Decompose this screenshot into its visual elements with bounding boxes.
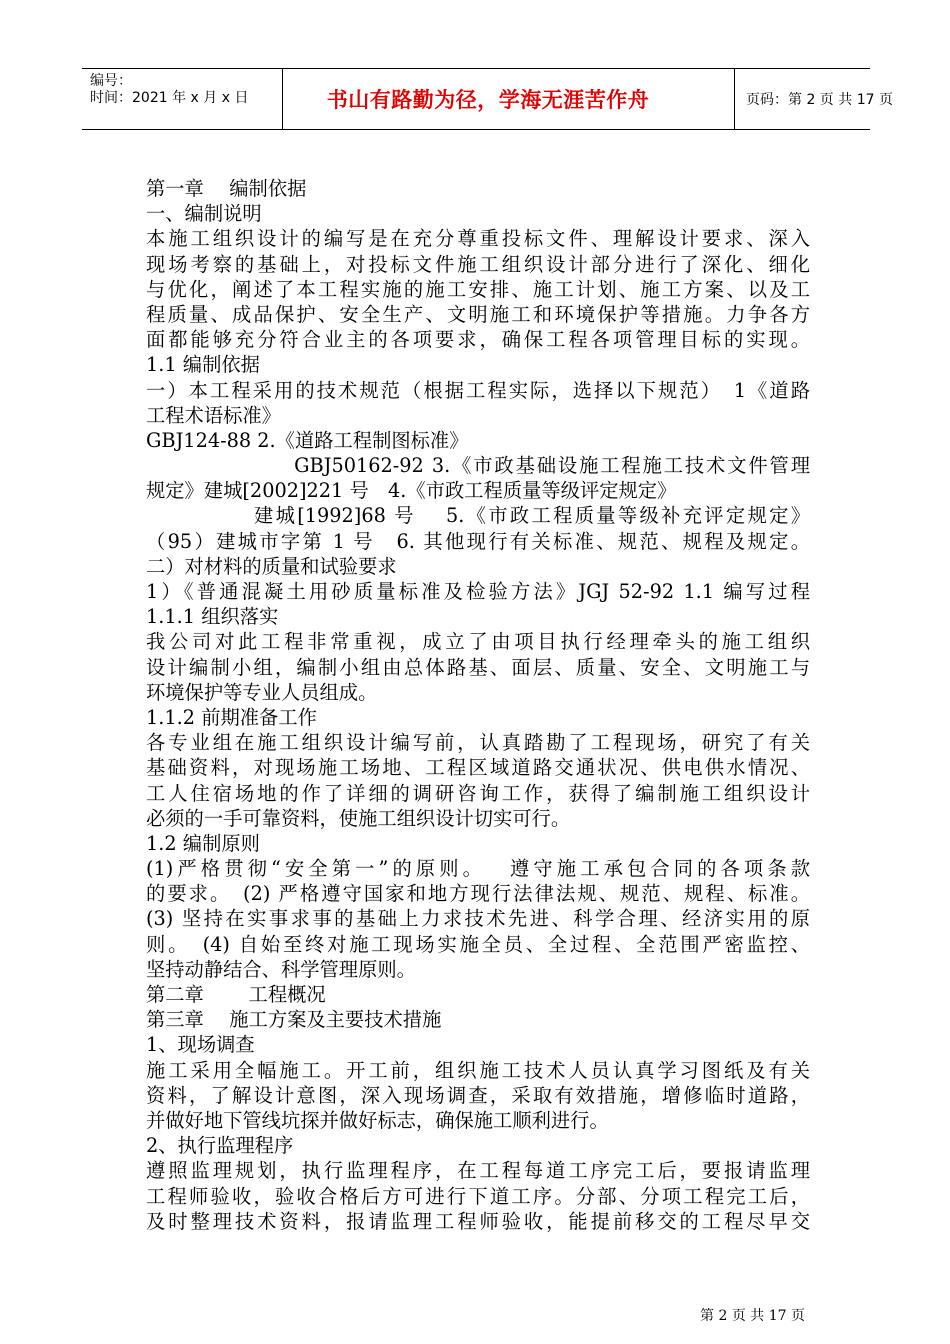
body-text-line: 本施工组织设计的编写是在充分尊重投标文件、理解设计要求、深入 [146, 227, 810, 251]
body-text-line: 1）《普通混凝土用砂质量标准及检验方法》JGJ 52-92 1.1 编写过程 [146, 580, 810, 603]
body-text-line: 第三章 施工方案及主要技术措施 [146, 1008, 442, 1032]
header-meta-cell [82, 69, 283, 129]
body-text-line: 工人住宿场地的作了详细的调研咨询工作，获得了编制施工组织设计 [146, 781, 810, 805]
body-text-line: 1.1 编制依据 [146, 353, 260, 377]
body-text-line: 第二章 工程概况 [146, 983, 326, 1006]
document-date-label: 时间：2021 年 x 月 x 日 [90, 90, 249, 106]
body-text-line: 各专业组在施工组织设计编写前，认真踏勘了工程现场，研究了有关 [146, 731, 810, 755]
body-text-line: 一、编制说明 [146, 202, 262, 226]
body-text-line: 遵照监理规划，执行监理程序，在工程每道工序完工后，要报请监理 [146, 1159, 810, 1183]
document-body [146, 176, 810, 1234]
header-page-cell [734, 69, 893, 129]
body-text-line: 现场考察的基础上，对投标文件施工组织设计部分进行了深化、细化 [146, 252, 810, 276]
body-text-line: GBJ50162-92 3.《市政基础设施工程施工技术文件管理 [146, 454, 810, 478]
body-text-line: 工程术语标准》 [146, 403, 281, 427]
body-text-line: 程质量、成品保护、安全生产、文明施工和环境保护等措施。力争各方 [146, 302, 810, 326]
body-text-line: 建城[1992]68 号 5.《市政工程质量等级补充评定规定》 [146, 504, 810, 528]
body-text-line: 面都能够充分符合业主的各项要求，确保工程各项管理目标的实现。 [146, 328, 810, 352]
document-number-label: 编号： [90, 73, 132, 89]
header-motto: 书山有路勤为径，学海无涯苦作舟 [326, 88, 650, 112]
body-text-line: 资料，了解设计意图，深入现场调查，采取有效措施，增修临时道路， [146, 1083, 810, 1107]
body-text-line: 一）本工程采用的技术规范（根据工程实际，选择以下规范） 1《道路 [146, 378, 810, 402]
body-text-line: 及时整理技术资料，报请监理工程师验收，能提前移交的工程尽早交 [146, 1209, 810, 1233]
header-motto-cell [282, 69, 735, 129]
body-text-line: 与优化，阐述了本工程实施的施工安排、施工计划、施工方案、以及工 [146, 277, 810, 301]
body-text-line: 规定》建城[2002]221 号 4.《市政工程质量等级评定规定》 [146, 479, 677, 503]
body-text-line: 的要求。 (2) 严格遵守国家和地方现行法律法规、规范、规程、标准。 [146, 882, 810, 906]
body-text-line: (3) 坚持在实事求事的基础上力求技术先进、科学合理、经济实用的原 [146, 907, 810, 931]
page-header [82, 68, 893, 130]
body-text-line: 工程师验收，验收合格后方可进行下道工序。分部、分项工程完工后， [146, 1184, 810, 1208]
body-text-line: 我公司对此工程非常重视，成立了由项目执行经理牵头的施工组织 [146, 630, 810, 654]
body-text-line: 则。 (4) 自始至终对施工现场实施全员、全过程、全范围严密监控、 [146, 932, 810, 956]
body-text-line: 设计编制小组，编制小组由总体路基、面层、质量、安全、文明施工与 [146, 655, 810, 679]
body-text-line: 1.1.2 前期准备工作 [146, 705, 317, 729]
header-page-number: 页码：第 2 页 共 17 页 [746, 92, 893, 108]
body-text-line: 二）对材料的质量和试验要求 [146, 554, 397, 578]
body-text-line: 环境保护等专业人员组成。 [146, 680, 378, 704]
body-text-line: 1.2 编制原则 [146, 831, 260, 855]
footer-page-number: 第 2 页 共 17 页 [700, 1308, 805, 1324]
body-text-line: 基础资料，对现场施工场地、工程区域道路交通状况、供电供水情况、 [146, 756, 810, 780]
body-text-line: （95）建城市字第 1 号 6. 其他现行有关标准、规范、规程及规定。 [146, 529, 810, 553]
body-text-line: 并做好地下管线坑探并做好标志，确保施工顺利进行。 [146, 1108, 609, 1132]
body-text-line: 1.1.1 组织落实 [146, 605, 279, 629]
body-text-line: GBJ124-88 2.《道路工程制图标准》 [146, 428, 469, 452]
body-text-line: 施工采用全幅施工。开工前，组织施工技术人员认真学习图纸及有关 [146, 1058, 810, 1082]
body-text-line: 第一章 编制依据 [146, 177, 307, 200]
body-text-line: 坚持动静结合、科学管理原则。 [146, 957, 416, 981]
body-text-line: 1、现场调查 [146, 1033, 255, 1057]
body-text-line: (1)严格贯彻“安全第一”的原则。 遵守施工承包合同的各项条款 [146, 857, 810, 881]
body-text-line: 2、执行监理程序 [146, 1134, 294, 1158]
body-text-line: 必须的一手可靠资料，使施工组织设计切实可行。 [146, 806, 571, 830]
